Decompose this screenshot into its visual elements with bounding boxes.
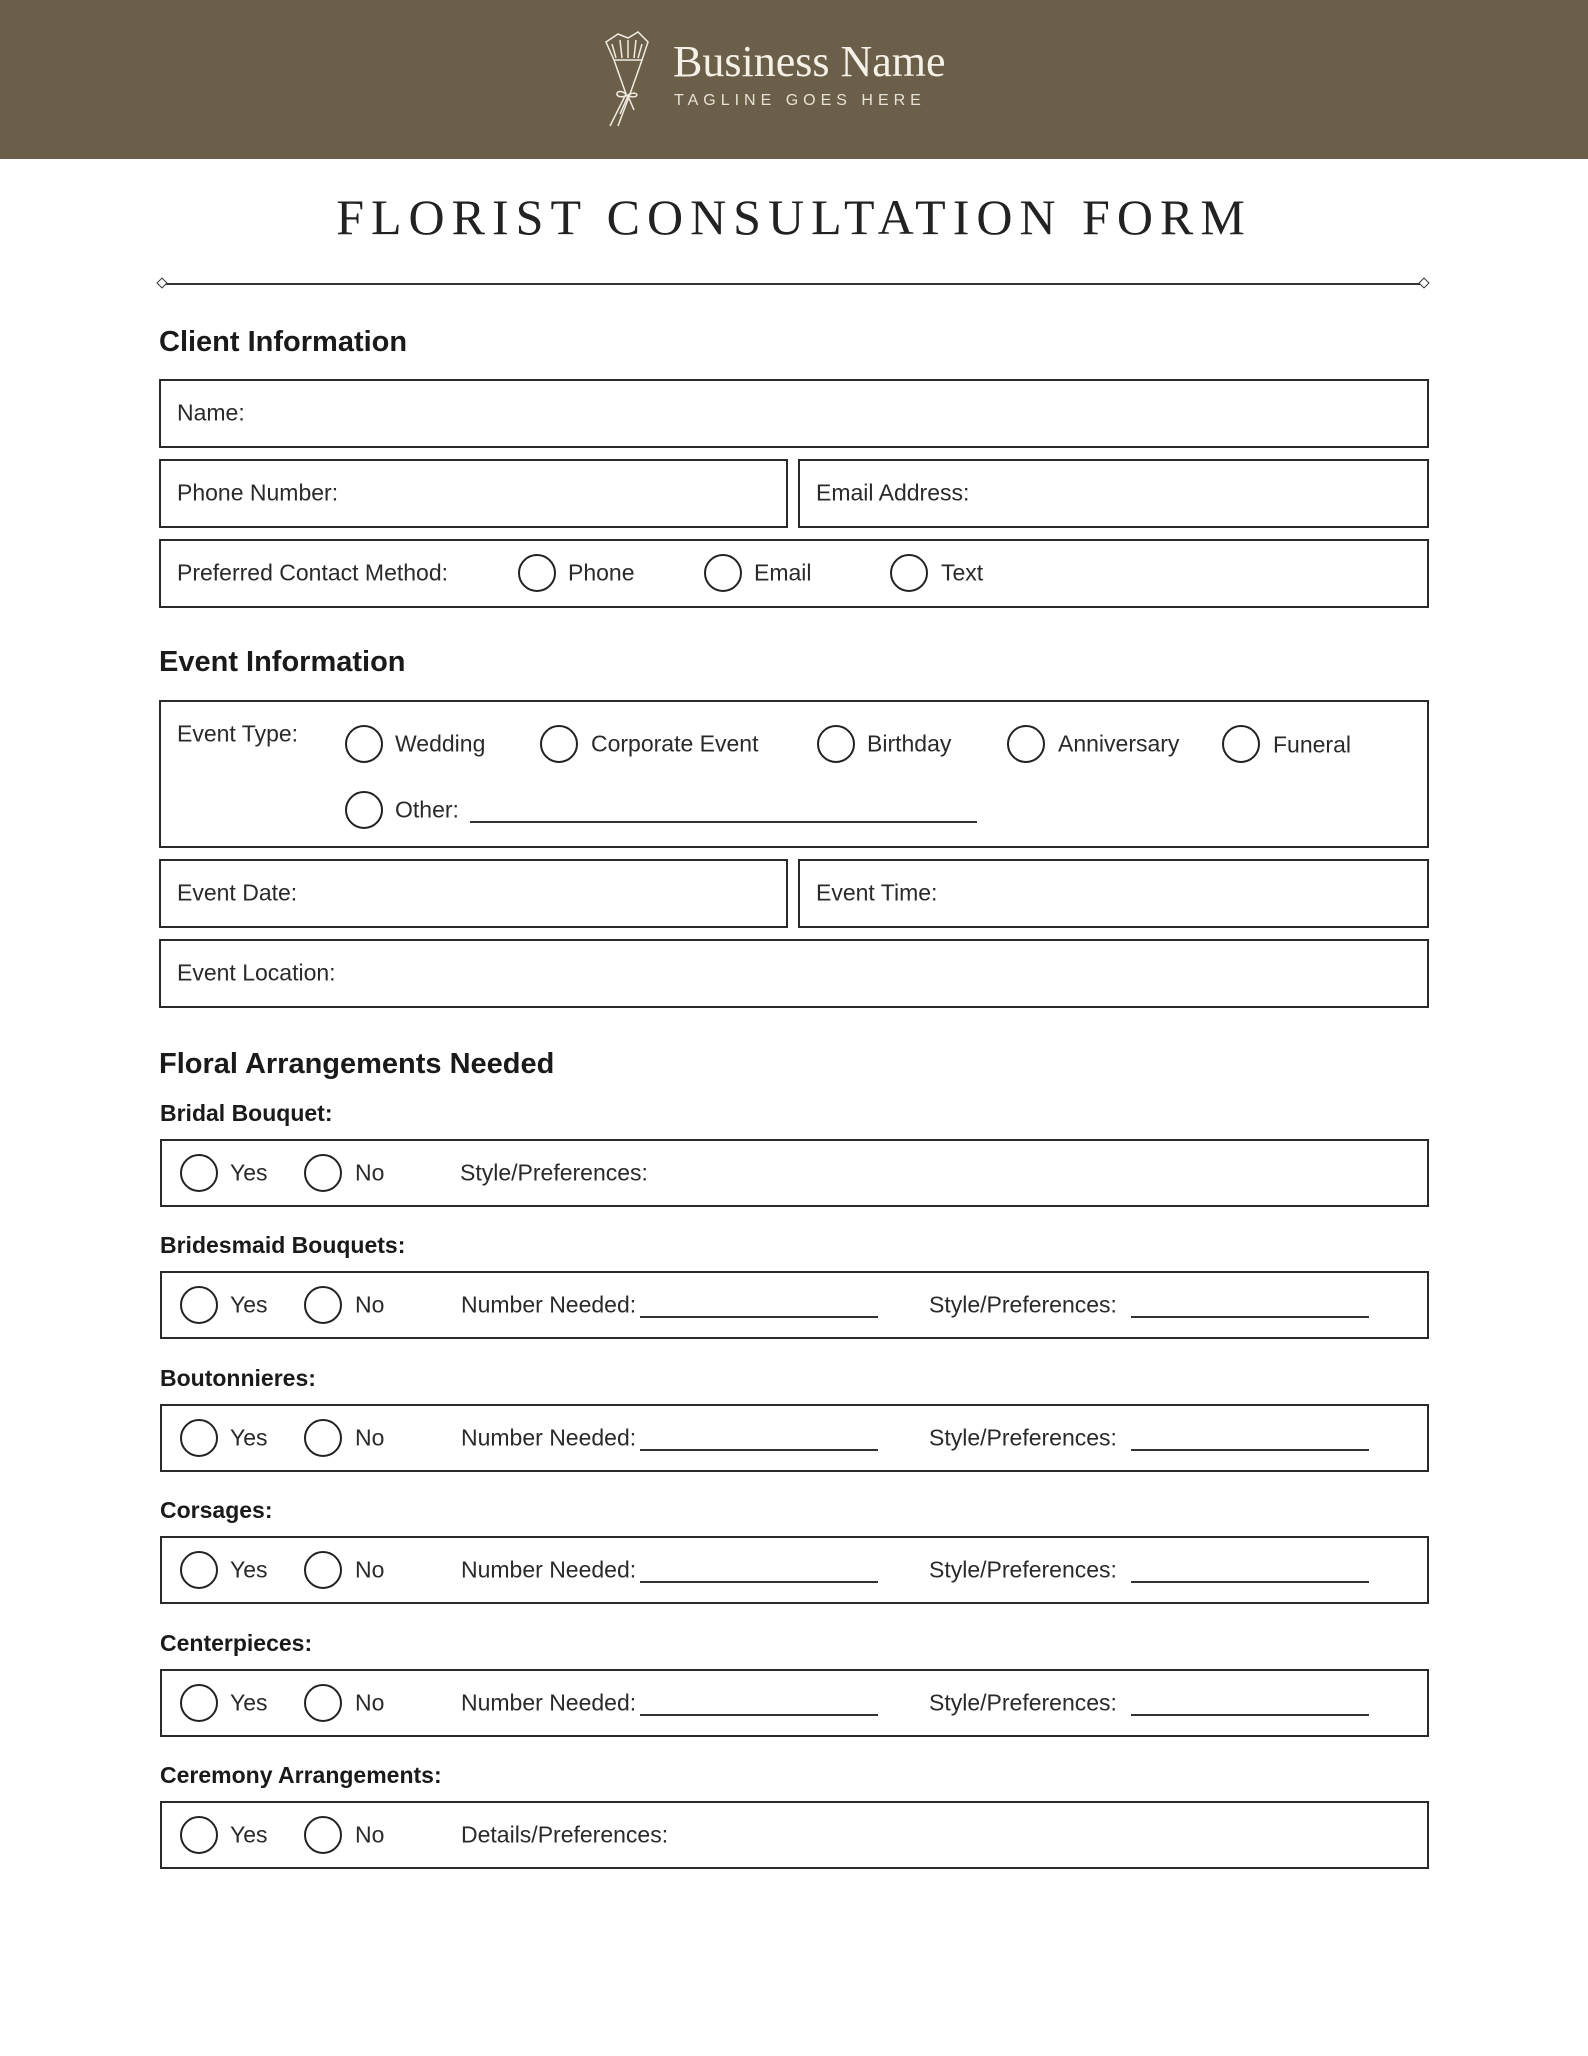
yes-label: Yes [230, 1556, 268, 1583]
number-needed-label: Number Needed: [461, 1556, 637, 1583]
event-info-heading: Event Information [159, 646, 406, 678]
radio-yes[interactable] [180, 1816, 218, 1854]
bouquet-logo-icon [598, 30, 656, 130]
floral-heading: Floral Arrangements Needed [159, 1048, 555, 1080]
number-needed-label: Number Needed: [461, 1291, 637, 1318]
style-preferences-label: Style/Preferences: [929, 1291, 1117, 1318]
business-name: Business Name [673, 37, 946, 86]
ceremony-arrangements-label: Ceremony Arrangements: [160, 1762, 442, 1788]
radio-birthday-label: Birthday [867, 730, 952, 757]
radio-wedding[interactable] [345, 725, 383, 763]
bridal-bouquet-label: Bridal Bouquet: [160, 1100, 333, 1126]
radio-funeral[interactable] [1222, 725, 1260, 763]
phone-field[interactable] [159, 459, 788, 528]
event-type-row [159, 700, 1429, 848]
radio-yes[interactable] [180, 1419, 218, 1457]
radio-no[interactable] [304, 1286, 342, 1324]
radio-wedding-label: Wedding [395, 730, 486, 757]
ceremony-arrangements-row [160, 1801, 1429, 1869]
contact-method-label: Preferred Contact Method: [177, 559, 449, 586]
event-date-field[interactable] [159, 859, 788, 928]
radio-no[interactable] [304, 1419, 342, 1457]
no-label: No [355, 1689, 385, 1716]
name-label: Name: [177, 399, 245, 426]
yes-label: Yes [230, 1821, 268, 1848]
radio-birthday[interactable] [817, 725, 855, 763]
yes-label: Yes [230, 1291, 268, 1318]
radio-anniversary[interactable] [1007, 725, 1045, 763]
event-location-field[interactable] [159, 939, 1429, 1008]
bridesmaid-bouquets-row [160, 1271, 1429, 1339]
number-needed-input-line[interactable] [640, 1316, 878, 1318]
radio-phone[interactable] [518, 554, 556, 592]
radio-yes[interactable] [180, 1551, 218, 1589]
style-preferences-input-line[interactable] [1131, 1581, 1369, 1583]
radio-no[interactable] [304, 1684, 342, 1722]
number-needed-input-line[interactable] [640, 1714, 878, 1716]
radio-phone-label: Phone [568, 559, 635, 586]
divider [162, 283, 1424, 285]
style-preferences-label: Style/Preferences: [929, 1556, 1117, 1583]
style-preferences-label: Style/Preferences: [929, 1424, 1117, 1451]
yes-label: Yes [230, 1159, 268, 1186]
event-location-label: Event Location: [177, 959, 336, 986]
corsages-row [160, 1536, 1429, 1604]
no-label: No [355, 1556, 385, 1583]
no-label: No [355, 1424, 385, 1451]
number-needed-input-line[interactable] [640, 1449, 878, 1451]
radio-email[interactable] [704, 554, 742, 592]
email-label: Email Address: [816, 479, 970, 506]
radio-corporate-event-label: Corporate Event [591, 730, 759, 757]
radio-no[interactable] [304, 1816, 342, 1854]
radio-yes[interactable] [180, 1286, 218, 1324]
event-time-field[interactable] [798, 859, 1429, 928]
client-info-heading: Client Information [159, 326, 408, 358]
style-preferences-label: Style/Preferences: [460, 1159, 648, 1186]
radio-other[interactable] [345, 791, 383, 829]
header-banner [0, 0, 1588, 159]
details-preferences-label: Details/Preferences: [461, 1821, 669, 1848]
event-type-label: Event Type: [177, 720, 299, 747]
style-preferences-input-line[interactable] [1131, 1449, 1369, 1451]
boutonnieres-row [160, 1404, 1429, 1472]
no-label: No [355, 1159, 385, 1186]
radio-no[interactable] [304, 1154, 342, 1192]
divider-end-ornament [156, 277, 167, 288]
divider-end-ornament [1418, 277, 1429, 288]
phone-label: Phone Number: [177, 479, 339, 506]
yes-label: Yes [230, 1424, 268, 1451]
number-needed-label: Number Needed: [461, 1424, 637, 1451]
email-field[interactable] [798, 459, 1429, 528]
contact-method-row [159, 539, 1429, 608]
radio-funeral-label: Funeral [1273, 731, 1351, 758]
event-time-label: Event Time: [816, 879, 938, 906]
no-label: No [355, 1291, 385, 1318]
name-field[interactable] [159, 379, 1429, 448]
radio-text-label: Text [941, 559, 984, 586]
number-needed-input-line[interactable] [640, 1581, 878, 1583]
boutonnieres-label: Boutonnieres: [160, 1365, 316, 1391]
radio-text[interactable] [890, 554, 928, 592]
corsages-label: Corsages: [160, 1497, 273, 1523]
yes-label: Yes [230, 1689, 268, 1716]
radio-yes[interactable] [180, 1154, 218, 1192]
style-preferences-input-line[interactable] [1131, 1316, 1369, 1318]
tagline: TAGLINE GOES HERE [674, 92, 926, 109]
style-preferences-label: Style/Preferences: [929, 1689, 1117, 1716]
radio-corporate-event[interactable] [540, 725, 578, 763]
radio-no[interactable] [304, 1551, 342, 1589]
no-label: No [355, 1821, 385, 1848]
radio-other-label: Other: [395, 796, 459, 823]
radio-email-label: Email [754, 559, 812, 586]
event-date-label: Event Date: [177, 879, 298, 906]
number-needed-label: Number Needed: [461, 1689, 637, 1716]
style-preferences-input-line[interactable] [1131, 1714, 1369, 1716]
other-input-line[interactable] [470, 821, 977, 823]
bridesmaid-bouquets-label: Bridesmaid Bouquets: [160, 1232, 406, 1258]
form-title: FLORIST CONSULTATION FORM [336, 189, 1252, 245]
radio-yes[interactable] [180, 1684, 218, 1722]
centerpieces-row [160, 1669, 1429, 1737]
radio-anniversary-label: Anniversary [1058, 730, 1180, 757]
bridal-bouquet-row [160, 1139, 1429, 1207]
centerpieces-label: Centerpieces: [160, 1630, 313, 1656]
